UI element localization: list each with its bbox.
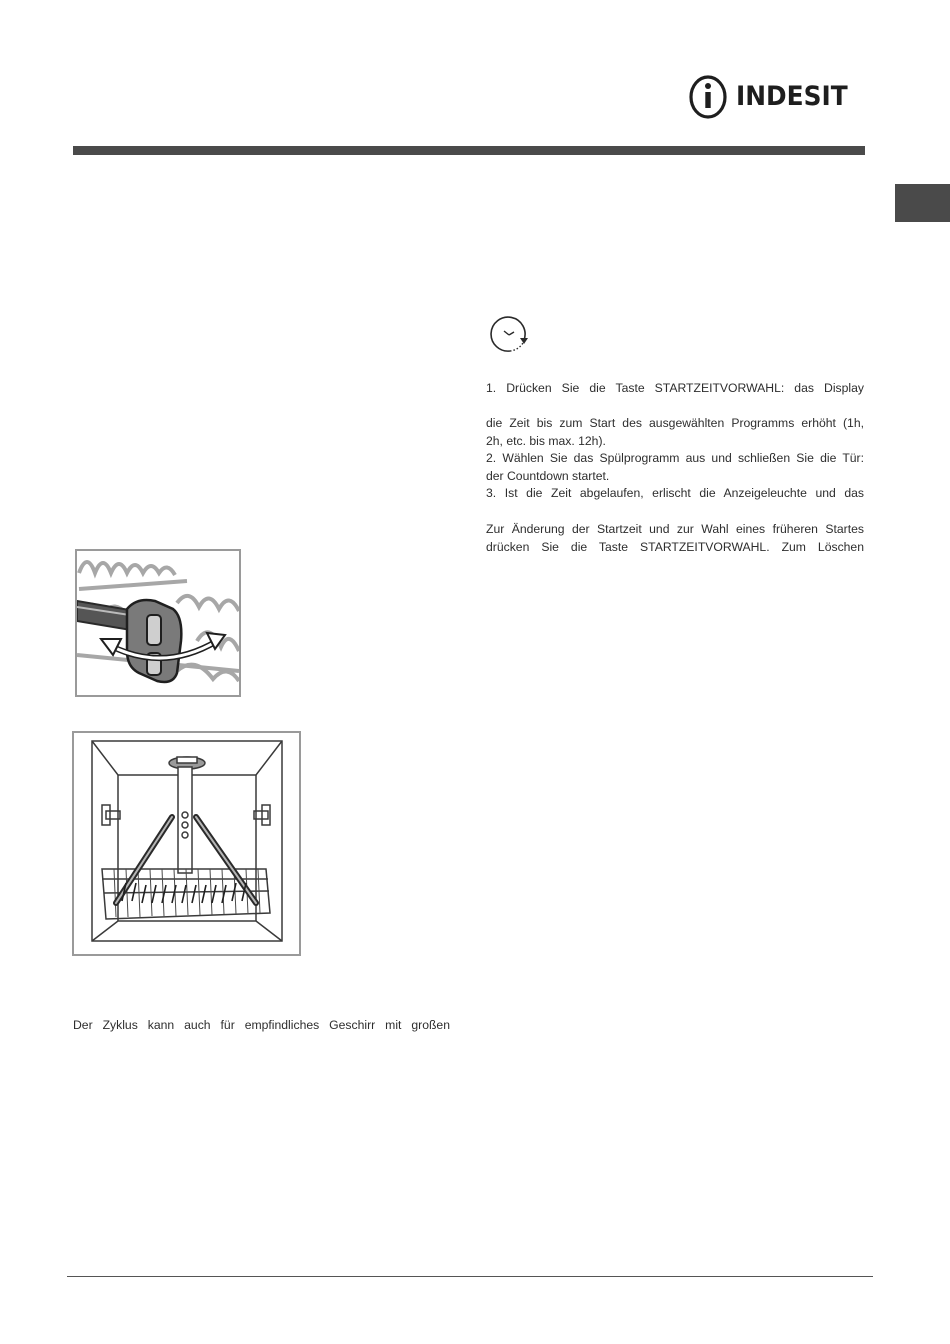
step1-continuation-line: 2h, etc. bis max. 12h). <box>486 433 606 448</box>
header-rule <box>73 146 865 155</box>
delay-start-body <box>486 415 864 503</box>
footer-rule <box>67 1276 873 1277</box>
step2-line: der Countdown startet. <box>486 468 610 483</box>
change-note-line: drücken Sie die Taste STARTZEITVORWAHL. Zum Löschen <box>486 539 864 554</box>
step2-line: 2. Wählen Sie das Spülprogramm aus und schließen Sie die Tür: <box>486 451 864 466</box>
indesit-logo-mark-icon <box>688 74 734 120</box>
delay-start-clock-icon <box>486 313 534 361</box>
lower-basket-tilted-tines-illustration <box>72 731 301 956</box>
step1-continuation-line: die Zeit bis zum Start des ausgewählten Programms erhöht (1h, <box>486 416 864 430</box>
step3-line: 3. Ist die Zeit abgelaufen, erlischt die Anzeigeleuchte und das <box>486 486 864 501</box>
rack-tine-flap-illustration <box>75 549 241 697</box>
change-start-note <box>486 521 864 556</box>
brand-name: INDESIT <box>736 81 848 112</box>
delay-start-step1: 1. Drücken Sie die Taste STARTZEITVORWAHL: das Display <box>486 381 864 395</box>
cycle-note: Der Zyklus kann auch für empfindliches Geschirr mit großen <box>73 1018 450 1032</box>
change-note-line: Zur Änderung der Startzeit und zur Wahl eines früheren Startes <box>486 522 864 536</box>
language-tab-marker <box>895 184 950 222</box>
indesit-logo <box>688 74 868 120</box>
